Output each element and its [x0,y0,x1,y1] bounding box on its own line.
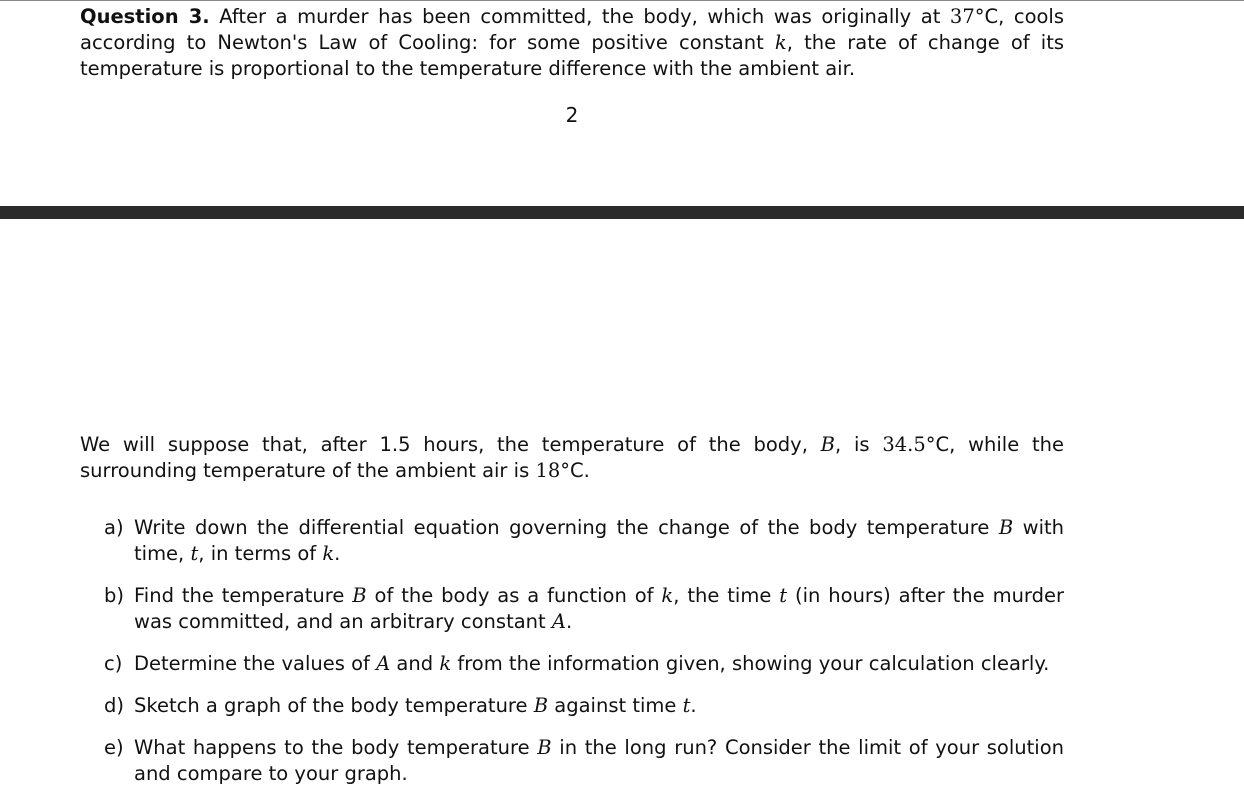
setup-paragraph [80,432,1064,484]
setup-text-4: C. [570,459,590,482]
part-marker: a) [104,516,124,539]
part-text: Sketch a graph of the body temperature [134,694,534,717]
part-text: against time [548,694,683,717]
part-e [100,735,1064,787]
math-symbol: B [537,736,552,759]
part-text: , the time [673,584,780,607]
math-symbol: t [190,542,199,565]
page-divider [0,206,1244,219]
setup-text-1: We will suppose that, after 1.5 hours, the temperature of the body, [80,433,821,456]
math-symbol: B [352,584,367,607]
question-label: Question 3. [80,5,210,28]
part-text: Determine the values of [134,652,377,675]
constant-k: k [774,31,787,54]
part-marker: d) [104,694,124,717]
math-symbol: A [376,652,391,675]
part-text: from the information given, showing your calculation clearly. [451,652,1050,675]
part-marker: c) [104,652,123,675]
math-symbol: B [533,694,549,717]
top-rule [0,0,1244,1]
page-number: 2 [565,103,579,127]
math-symbol: k [322,542,335,565]
math-symbol: t [682,694,691,717]
question-text-3: , the rate of change of its temperature is proportional to the temperature difference with the ambient air. [80,31,1065,80]
question-intro [80,4,1064,82]
part-text: (in hours) after the murder was committed, and an arbitrary constant [134,584,1064,633]
math-symbol: B [998,516,1014,539]
question-text-2: C, cools according to Newton's Law of Cooling: for some positive constant [80,5,1065,54]
part-text: Find the temperature [134,584,353,607]
part-text: . [334,542,341,565]
part-marker: e) [104,736,124,759]
part-b [100,583,1064,635]
part-text: . [565,610,573,633]
setup-text-3: C, while the surrounding temperature of the ambient air is [80,433,1064,482]
part-text: . [690,694,697,717]
variable-b: B [820,433,836,456]
part-text: in the long run? Consider the limit of your solution and compare to your graph. [134,736,1064,785]
initial-temperature: 37° [949,5,985,28]
part-text: , in terms of [198,542,323,565]
body-temperature: 34.5° [882,433,936,456]
part-text: of the body as a function of [366,584,662,607]
part-text: with time, [134,516,1064,565]
math-symbol: k [439,652,452,675]
part-text: What happens to the body temperature [134,736,538,759]
question-parts [100,515,1064,787]
part-marker: b) [104,584,124,607]
question-text-1: After a murder has been committed, the body, which was originally at [209,5,950,28]
setup-text-2: , is [835,433,883,456]
math-symbol: A [551,610,566,633]
part-text: Write down the differential equation governing the change of the body temperature [134,516,999,539]
part-text: and [390,652,440,675]
air-temperature: 18° [535,459,571,482]
math-symbol: k [661,584,674,607]
part-c [100,651,1064,677]
part-d [100,693,1064,719]
part-a [100,515,1064,567]
math-symbol: t [779,584,788,607]
